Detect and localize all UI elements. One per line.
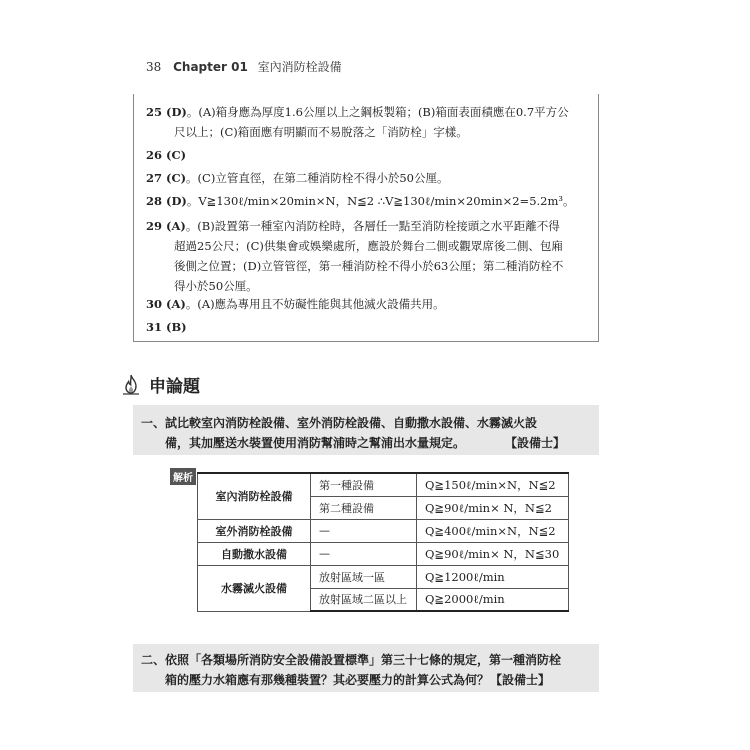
table-cell-sub: 放射區域二區以上	[311, 588, 417, 611]
discharge-spec-table	[197, 472, 569, 612]
question-1-tag: 【設備士】	[505, 436, 566, 450]
table-cell-sub: —	[311, 519, 417, 542]
table-cell-category: 室內消防栓設備	[198, 473, 311, 519]
table-cell-category: 室外消防栓設備	[198, 519, 311, 542]
question-1: 一、試比較室內消防栓設備、室外消防栓設備、自動撒水設備、水霧滅火設 備，其加壓送水裝置使用消防幫浦時之幫浦出水量規定。 【設備士】	[133, 405, 599, 455]
section-title: 申論題	[149, 377, 200, 397]
answer-25: 25 (D)。(A)箱身應為厚度1.6公厘以上之鋼板製箱；(B)箱面表面積應在0.7平方公 尺以上；(C)箱面應有明顯而不易脫落之「消防栓」字樣。	[146, 105, 569, 139]
chapter-title: 室內消防栓設備	[257, 60, 342, 74]
table-cell-category: 自動撒水設備	[198, 542, 311, 565]
answer-28: 28 (D)。V≧130ℓ/min×20min×N，N≦2 ∴V≧130ℓ/min×20min×2=5.2m³。	[146, 194, 575, 208]
table-cell-formula: Q≧150ℓ/min×N，N≦2	[417, 473, 569, 496]
table-cell-sub: 第一種設備	[311, 473, 417, 496]
table-row	[198, 565, 569, 588]
table-cell-category: 水霧滅火設備	[198, 565, 311, 611]
answer-26: 26 (C)	[146, 148, 187, 162]
table-cell-sub: 放射區域一區	[311, 565, 417, 588]
answer-27: 27 (C)。(C)立管直徑，在第二種消防栓不得小於50公厘。	[146, 171, 449, 185]
section-heading	[119, 372, 200, 397]
analysis-label: 解析	[170, 468, 196, 485]
table-row	[198, 473, 569, 496]
question-2: 二、依照「各類場所消防安全設備設置標準」第三十七條的規定，第一種消防栓 箱的壓力水箱應有那幾種裝置？其必要壓力的計算公式為何？ 【設備士】	[133, 644, 599, 692]
table-cell-sub: —	[311, 542, 417, 565]
table-row	[198, 519, 569, 542]
page-number: 38	[146, 60, 162, 74]
page-header	[146, 58, 342, 75]
fire-icon	[119, 373, 143, 397]
answer-30: 30 (A)。(A)應為專用且不妨礙性能與其他滅火設備共用。	[146, 297, 445, 311]
answers-box	[133, 94, 599, 342]
table-cell-sub: 第二種設備	[311, 496, 417, 519]
chapter-label: Chapter 01	[173, 60, 248, 74]
table-cell-formula: Q≧400ℓ/min×N，N≦2	[417, 519, 569, 542]
table-cell-formula: Q≧2000ℓ/min	[417, 588, 569, 611]
table-cell-formula: Q≧90ℓ/min× N，N≦30	[417, 542, 569, 565]
question-2-tag: 【設備士】	[490, 673, 551, 687]
table-row	[198, 542, 569, 565]
answer-31: 31 (B)	[146, 320, 187, 334]
table-cell-formula: Q≧1200ℓ/min	[417, 565, 569, 588]
answer-29: 29 (A)。(B)設置第一種室內消防栓時，各層任一點至消防栓接頭之水平距離不得 超過25公尺；(C)供集會或娛樂處所，應設於舞台二側或觀眾席後二側、包廂 後側之位置；(D)立管管徑，第一種消防栓不得小於63公厘；第二種消防栓不 得小於50公厘。	[146, 219, 564, 293]
table-cell-formula: Q≧90ℓ/min× N，N≦2	[417, 496, 569, 519]
